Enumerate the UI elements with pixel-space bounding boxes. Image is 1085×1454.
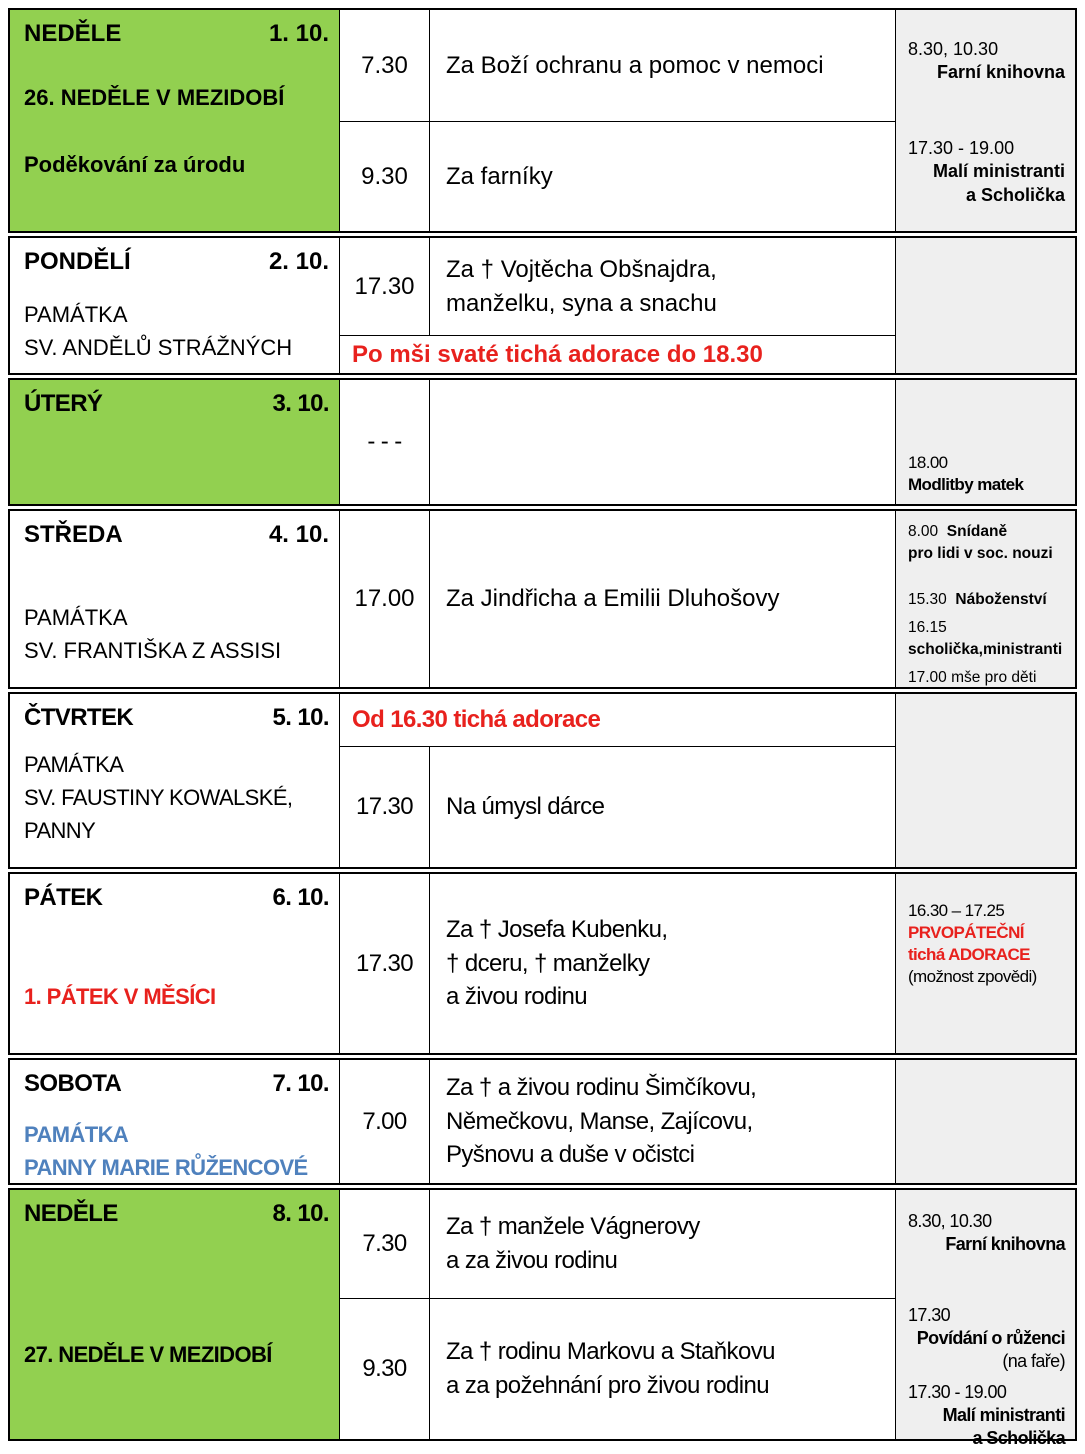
mass-intention xyxy=(430,746,895,867)
intention-line: Za † a živou rodinu Šimčíkovu, xyxy=(446,1074,757,1102)
day-date: 2. 10. xyxy=(268,248,329,275)
feast-line: PAMÁTKA xyxy=(24,1121,129,1147)
intention-line: a živou rodinu xyxy=(446,983,588,1011)
announcements-cell xyxy=(895,10,1075,231)
mass-time: - - - xyxy=(340,380,430,504)
day-date: 1. 10. xyxy=(268,20,329,47)
announcement-label: a Scholička xyxy=(972,1428,1065,1449)
intention-line: a za živou rodinu xyxy=(446,1247,618,1274)
day-cell xyxy=(10,874,340,1053)
adoration-note: Od 16.30 tichá adorace xyxy=(352,706,601,733)
day-row-utery-3-10 xyxy=(8,378,1077,506)
mass-time: 17.30 xyxy=(340,238,430,335)
intention-line: Za Jindřicha a Emilii Dluhošovy xyxy=(446,585,780,613)
day-name: NEDĚLE xyxy=(24,20,122,47)
day-name: PÁTEK xyxy=(24,884,103,911)
announcement-label: Náboženství xyxy=(955,591,1047,608)
intention-line: Za † rodinu Markovu a Staňkovu xyxy=(446,1338,775,1366)
day-date: 8. 10. xyxy=(272,1200,329,1227)
announcement-time: 8.30, 10.30 xyxy=(908,39,999,59)
day-name: ÚTERÝ xyxy=(24,390,103,417)
intention-line: Za Boží ochranu a pomoc v nemoci xyxy=(446,51,824,79)
day-row-pondeli-2-10 xyxy=(8,236,1077,375)
announcements-cell xyxy=(895,694,1075,867)
announcement-time: 17.30 - 19.00 xyxy=(908,137,1015,158)
announcement-label: (možnost zpovědi) xyxy=(908,967,1037,987)
feast-line: PANNY xyxy=(24,817,96,843)
day-row-nedele-1-10 xyxy=(8,8,1077,233)
day-cell xyxy=(10,511,340,687)
announcement-line xyxy=(908,589,1065,611)
announcement-label: PRVOPÁTEČNÍ xyxy=(908,923,1024,943)
mass-time: 7.00 xyxy=(340,1060,430,1183)
announcements-cell xyxy=(895,238,1075,373)
announcement-time: 16.15 xyxy=(908,619,947,636)
announcement-time: 15.30 xyxy=(908,591,947,608)
feast-line: 1. PÁTEK V MĚSÍCI xyxy=(24,983,216,1009)
mass-time: 17.00 xyxy=(340,511,430,687)
announcement-label: Modlitby matek xyxy=(908,474,1024,494)
day-name: SOBOTA xyxy=(24,1070,122,1097)
feast-line: PANNY MARIE RŮŽENCOVÉ xyxy=(24,1154,308,1180)
intention-line: Na úmysl dárce xyxy=(446,793,605,821)
adoration-note: Po mši svaté tichá adorace do 18.30 xyxy=(340,335,895,373)
intention-line: Za † manžele Vágnerovy xyxy=(446,1213,700,1241)
day-name: ČTVRTEK xyxy=(24,704,134,731)
feast-line: 27. NEDĚLE V MEZIDOBÍ xyxy=(24,1341,272,1367)
intention-line: Za farníky xyxy=(446,162,553,190)
day-row-sobota-7-10 xyxy=(8,1058,1077,1185)
mass-intention xyxy=(430,121,895,231)
intention-line: Za † Josefa Kubenku, xyxy=(446,916,668,944)
day-date: 7. 10. xyxy=(272,1070,329,1097)
intention-line: Za † Vojtěcha Obšnajdra, xyxy=(446,255,717,283)
mass-intention xyxy=(430,1298,895,1439)
announcements-cell xyxy=(895,1190,1075,1449)
intention-line: manželku, syna a snachu xyxy=(446,289,717,317)
mass-time: 17.30 xyxy=(340,746,430,867)
feast-line: 26. NEDĚLE V MEZIDOBÍ xyxy=(24,84,285,110)
mass-time: 7.30 xyxy=(340,1190,430,1298)
day-name: PONDĚLÍ xyxy=(24,248,131,275)
day-cell xyxy=(10,10,340,231)
day-row-streda-4-10 xyxy=(8,509,1077,689)
feast-line: PAMÁTKA xyxy=(24,604,128,630)
mass-intention xyxy=(430,1060,895,1183)
announcements-cell xyxy=(895,511,1075,687)
mass-time: 9.30 xyxy=(340,1298,430,1439)
feast-line: Poděkování za úrodu xyxy=(24,151,246,177)
feast-line: PAMÁTKA xyxy=(24,751,124,777)
day-date: 3. 10. xyxy=(272,390,329,417)
intention-line: † dceru, † manželky xyxy=(446,949,650,977)
day-cell xyxy=(10,1060,340,1183)
day-name: STŘEDA xyxy=(24,521,123,548)
announcement-label: Snídaně xyxy=(946,523,1008,540)
mass-time: 9.30 xyxy=(340,121,430,231)
day-cell xyxy=(10,238,340,373)
day-cell xyxy=(10,380,340,504)
day-row-patek-6-10 xyxy=(8,872,1077,1055)
intention-line: Němečkovu, Manse, Zajícovu, xyxy=(446,1107,753,1135)
feast-line: SV. FAUSTINY KOWALSKÉ, xyxy=(24,784,293,810)
mass-intention xyxy=(430,874,895,1053)
announcement-label: a Scholička xyxy=(965,184,1065,205)
day-name: NEDĚLE xyxy=(24,1200,118,1227)
announcement-label: Povídání o růženci xyxy=(916,1328,1065,1349)
feast-line: SV. ANDĚLŮ STRÁŽNÝCH xyxy=(24,334,293,360)
day-cell xyxy=(10,694,340,867)
announcement-label: pro lidi v soc. nouzi xyxy=(908,545,1053,562)
mass-intention xyxy=(430,380,895,504)
announcement-time: 8.30, 10.30 xyxy=(908,1211,992,1231)
announcement-label: Farní knihovna xyxy=(945,1234,1065,1255)
mass-time: 17.30 xyxy=(340,874,430,1053)
announcement-time: 18.00 xyxy=(908,452,948,472)
announcements-cell xyxy=(895,874,1075,1053)
announcement-label: scholička,ministranti xyxy=(908,641,1063,658)
day-date: 4. 10. xyxy=(268,521,329,548)
intention-line: a za požehnání pro živou rodinu xyxy=(446,1372,769,1399)
announcement-label: Farní knihovna xyxy=(936,62,1065,83)
feast-line: PAMÁTKA xyxy=(24,301,128,327)
mass-intention xyxy=(430,10,895,121)
mass-time: 7.30 xyxy=(340,10,430,121)
day-row-nedele-8-10 xyxy=(8,1188,1077,1449)
announcement-line: 17.00 mše pro děti xyxy=(908,669,1037,686)
mass-intention xyxy=(430,1190,895,1298)
announcements-cell xyxy=(895,380,1075,504)
day-date: 6. 10. xyxy=(272,884,329,911)
announcement-label: tichá ADORACE xyxy=(908,945,1030,965)
mass-intention xyxy=(430,511,895,687)
announcement-label: Malí ministranti xyxy=(942,1405,1065,1426)
announcement-time: 16.30 – 17.25 xyxy=(908,901,1005,920)
day-date: 5. 10. xyxy=(272,704,329,731)
feast-line: SV. FRANTIŠKA Z ASSISI xyxy=(24,637,282,663)
day-cell xyxy=(10,1190,340,1439)
announcement-label: (na faře) xyxy=(1002,1351,1065,1372)
day-row-ctvrtek-5-10 xyxy=(8,692,1077,869)
announcement-time: 17.30 - 19.00 xyxy=(908,1382,1007,1403)
announcement-time: 8.00 xyxy=(908,523,939,540)
announcement-time: 17.30 xyxy=(908,1305,951,1326)
announcements-cell xyxy=(895,1060,1075,1183)
intention-line: Pyšnovu a duše v očistci xyxy=(446,1141,695,1169)
announcement-label: Malí ministranti xyxy=(932,161,1065,182)
mass-intention xyxy=(430,238,895,335)
announcement-line xyxy=(908,521,1065,543)
